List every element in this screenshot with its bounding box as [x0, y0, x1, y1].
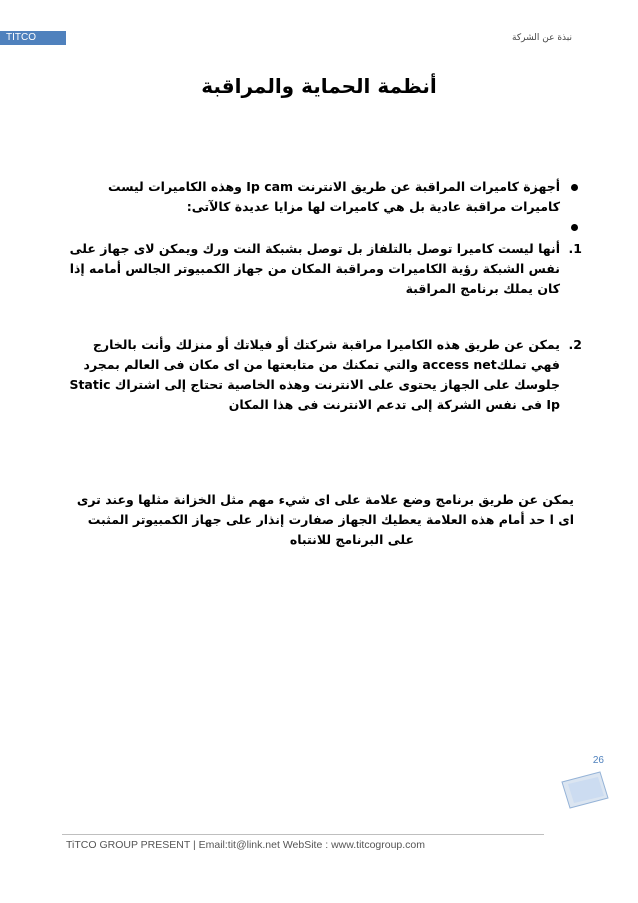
paragraph-marker-line1: يمكن عن طريق برنامج وضع علامة على اى شيء مهم مثل الخزانة مثلها وعند ترى: [76, 492, 574, 507]
bullet-icon: [571, 184, 578, 191]
text-line: [69, 239, 582, 259]
paragraph-ipcam: [70, 177, 560, 217]
list-item-1: [69, 239, 582, 299]
list-item-2-line1: يمكن عن طريق هذه الكاميرا مراقبة شركتك أو فيلاتك أو منزلك وأنت بالخارج: [92, 337, 560, 352]
paragraph-marker: [64, 490, 574, 550]
list-item-1-line3: كان يملك برنامج المراقبة: [405, 281, 560, 296]
list-number: 2.: [568, 337, 582, 352]
header-left-label: TITCO: [6, 32, 36, 43]
header-section-label: نبذة عن الشركة: [512, 33, 572, 43]
page-title: أنظمة الحماية والمراقبة: [201, 74, 437, 98]
text-line: [70, 177, 560, 197]
list-item-1-line1: أنها ليست كاميرا توصل بالتلفاز بل توصل بشبكة النت ورك ويمكن لاى جهاز على: [69, 241, 560, 256]
paragraph-marker-line3: على البرنامج للانتباه: [289, 532, 414, 547]
header-label-bar: [0, 31, 66, 45]
text-line: [70, 335, 582, 355]
list-item-2-line4: Ip فى نفس الشركة إلى تدعم الانترنت فى هذا المكان: [228, 397, 560, 412]
paragraph-ipcam-line1: أجهزة كاميرات المراقبة عن طريق الانترنت Ip cam وهذه الكاميرات ليست: [108, 179, 560, 194]
footer-text: TiTCO GROUP PRESENT | Email:tit@link.net WebSite : www.titcogroup.com: [66, 839, 426, 851]
page-number: 26: [592, 755, 604, 766]
list-item-2: [69, 335, 582, 415]
footer-divider: [62, 834, 544, 835]
paragraph-marker-line2: اى ا حد أمام هذه العلامة يعطيك الجهاز صفارت إنذار على جهاز الكمبيوتر المثبت: [87, 512, 574, 527]
list-item-2-line3: جلوسك على الجهاز يحتوى على الانترنت وهذه الخاصية تحتاج إلى اشتراك Static: [69, 377, 560, 392]
paragraph-ipcam-line2: كاميرات مراقبة عادية بل هي كاميرات لها مزايا عديدة كالآتى:: [186, 199, 560, 214]
list-number: 1.: [568, 241, 582, 256]
list-item-2-line2: فهي تملكaccess net والتي تمكنك من متابعتها من اى مكان فى العالم بمجرد: [83, 357, 560, 372]
page-corner-decoration: [560, 770, 610, 810]
bullet-icon: [571, 224, 578, 231]
list-item-1-line2: نفس الشبكة رؤية الكاميرات ومراقبة المكان من جهاز الكمبيوتر الجالس أمامه إذا: [69, 261, 560, 276]
